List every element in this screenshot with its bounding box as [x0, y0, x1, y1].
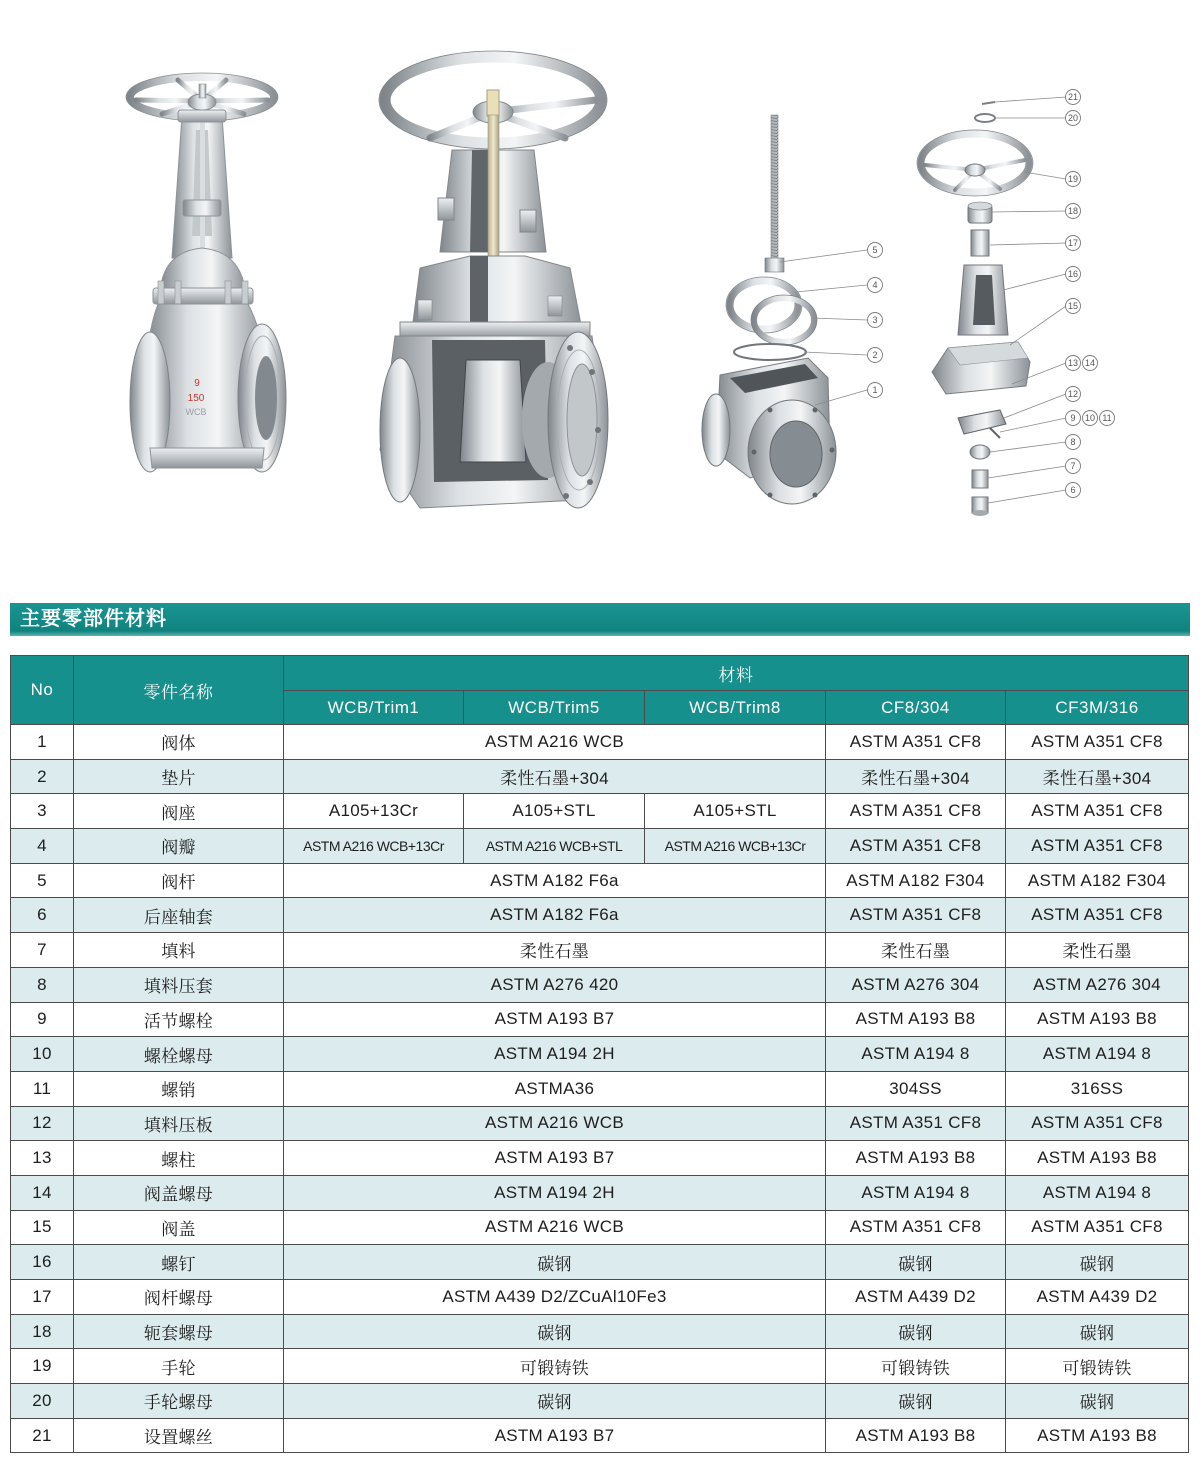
header-wcb-trim5: WCB/Trim5	[464, 691, 645, 725]
material-wcb: ASTM A193 B7	[284, 1002, 826, 1037]
svg-text:11: 11	[1102, 413, 1112, 423]
material-wcb: 可锻铸铁	[284, 1349, 826, 1384]
svg-text:5: 5	[872, 245, 878, 255]
svg-text:4: 4	[872, 280, 878, 290]
material-cf3m: ASTM A276 304	[1006, 967, 1189, 1002]
gate-valve-photo	[126, 73, 286, 472]
svg-text:16: 16	[1067, 269, 1079, 279]
valve-marking-class: 150	[187, 393, 205, 404]
valve-marking-size: 9	[194, 378, 200, 389]
table-row	[11, 1175, 1189, 1210]
row-no: 17	[11, 1280, 74, 1315]
callout-16	[1066, 267, 1081, 282]
part-name: 垫片	[74, 759, 284, 794]
row-no: 18	[11, 1314, 74, 1349]
section-title: 主要零部件材料	[20, 608, 167, 630]
material-wcb-trim1: A105+13Cr	[284, 794, 464, 829]
table-row	[11, 967, 1189, 1002]
header-wcb-trim8: WCB/Trim8	[645, 691, 826, 725]
header-wcb-trim1: WCB/Trim1	[284, 691, 464, 725]
material-cf8: ASTM A439 D2	[826, 1280, 1006, 1315]
table-row	[11, 829, 1189, 864]
section-title-bar	[10, 603, 1190, 636]
material-cf3m: ASTM A194 8	[1006, 1175, 1189, 1210]
callout-11	[1100, 411, 1115, 426]
row-no: 1	[11, 725, 74, 760]
row-no: 8	[11, 967, 74, 1002]
material-cf8: ASTM A194 8	[826, 1037, 1006, 1072]
svg-text:17: 17	[1067, 238, 1079, 248]
table-row	[11, 1002, 1189, 1037]
table-row	[11, 1141, 1189, 1176]
material-cf8: 304SS	[826, 1071, 1006, 1106]
part-name: 填料	[74, 933, 284, 968]
table-row	[11, 1314, 1189, 1349]
part-name: 手轮螺母	[74, 1384, 284, 1419]
callout-18	[1066, 204, 1081, 219]
material-cf8: 碳钢	[826, 1245, 1006, 1280]
svg-text:7: 7	[1070, 461, 1076, 471]
part-name: 后座轴套	[74, 898, 284, 933]
material-cf8: ASTM A351 CF8	[826, 829, 1006, 864]
material-cf3m: ASTM A439 D2	[1006, 1280, 1189, 1315]
material-wcb: ASTM A439 D2/ZCuAl10Fe3	[284, 1280, 826, 1315]
material-cf8: ASTM A193 B8	[826, 1002, 1006, 1037]
material-cf8: ASTM A182 F304	[826, 863, 1006, 898]
svg-text:19: 19	[1067, 174, 1079, 184]
row-no: 6	[11, 898, 74, 933]
table-row	[11, 1384, 1189, 1419]
material-wcb: ASTM A182 F6a	[284, 863, 826, 898]
material-cf3m: 碳钢	[1006, 1245, 1189, 1280]
material-cf8: ASTM A351 CF8	[826, 725, 1006, 760]
row-no: 5	[11, 863, 74, 898]
material-cf3m: ASTM A193 B8	[1006, 1141, 1189, 1176]
header-part-name: 零件名称	[74, 656, 284, 725]
material-wcb-trim5: A105+STL	[464, 794, 645, 829]
material-cf8: ASTM A276 304	[826, 967, 1006, 1002]
material-cf8: 可锻铸铁	[826, 1349, 1006, 1384]
header-cf3m-316: CF3M/316	[1006, 691, 1189, 725]
material-wcb: ASTM A194 2H	[284, 1037, 826, 1072]
material-wcb: 碳钢	[284, 1384, 826, 1419]
part-name: 螺钉	[74, 1245, 284, 1280]
material-wcb: 柔性石墨	[284, 933, 826, 968]
table-row	[11, 1280, 1189, 1315]
table-row	[11, 1071, 1189, 1106]
exploded-bonnet-parts	[917, 90, 1115, 517]
material-wcb-trim8: A105+STL	[645, 794, 826, 829]
material-wcb-trim8: ASTM A216 WCB+13Cr	[645, 829, 826, 864]
svg-text:3: 3	[872, 315, 878, 325]
row-no: 12	[11, 1106, 74, 1141]
material-cf3m: ASTM A351 CF8	[1006, 1210, 1189, 1245]
svg-text:14: 14	[1084, 358, 1096, 368]
row-no: 14	[11, 1175, 74, 1210]
materials-table	[10, 655, 1189, 1453]
table-row	[11, 1210, 1189, 1245]
part-name: 阀杆螺母	[74, 1280, 284, 1315]
callout-8	[1066, 435, 1081, 450]
callout-5	[868, 243, 883, 258]
svg-text:20: 20	[1067, 113, 1079, 123]
part-name: 螺柱	[74, 1141, 284, 1176]
material-cf8: 碳钢	[826, 1384, 1006, 1419]
part-name: 阀瓣	[74, 829, 284, 864]
table-row	[11, 1106, 1189, 1141]
material-cf8: ASTM A351 CF8	[826, 1210, 1006, 1245]
material-cf8: ASTM A351 CF8	[826, 1106, 1006, 1141]
row-no: 19	[11, 1349, 74, 1384]
row-no: 16	[11, 1245, 74, 1280]
row-no: 7	[11, 933, 74, 968]
material-wcb-trim5: ASTM A216 WCB+STL	[464, 829, 645, 864]
material-cf3m: 碳钢	[1006, 1314, 1189, 1349]
part-name: 填料压板	[74, 1106, 284, 1141]
svg-text:8: 8	[1070, 437, 1076, 447]
svg-text:18: 18	[1067, 206, 1079, 216]
callout-20	[1066, 111, 1081, 126]
material-cf8: ASTM A193 B8	[826, 1418, 1006, 1453]
svg-text:10: 10	[1084, 413, 1096, 423]
callout-10	[1083, 411, 1098, 426]
material-wcb: ASTM A276 420	[284, 967, 826, 1002]
part-name: 设置螺丝	[74, 1418, 284, 1453]
material-cf3m: ASTM A351 CF8	[1006, 829, 1189, 864]
material-cf8: ASTM A193 B8	[826, 1141, 1006, 1176]
part-name: 轭套螺母	[74, 1314, 284, 1349]
material-cf3m: ASTM A193 B8	[1006, 1002, 1189, 1037]
callout-4	[868, 278, 883, 293]
material-cf8: ASTM A194 8	[826, 1175, 1006, 1210]
part-name: 螺销	[74, 1071, 284, 1106]
cutaway-valve-photo	[379, 51, 608, 508]
material-wcb: ASTM A193 B7	[284, 1141, 826, 1176]
table-row	[11, 759, 1189, 794]
material-wcb: ASTM A216 WCB	[284, 1106, 826, 1141]
callout-15	[1066, 299, 1081, 314]
table-row	[11, 1037, 1189, 1072]
material-wcb: ASTM A182 F6a	[284, 898, 826, 933]
exploded-body-parts	[702, 115, 883, 504]
table-row	[11, 1349, 1189, 1384]
callout-13	[1066, 356, 1081, 371]
material-wcb-trim1: ASTM A216 WCB+13Cr	[284, 829, 464, 864]
callout-21	[1066, 90, 1081, 105]
header-material: 材料	[284, 656, 1189, 691]
material-cf8: 柔性石墨	[826, 933, 1006, 968]
row-no: 15	[11, 1210, 74, 1245]
material-cf8: ASTM A351 CF8	[826, 898, 1006, 933]
material-cf3m: 碳钢	[1006, 1384, 1189, 1419]
part-name: 阀盖	[74, 1210, 284, 1245]
header-no: No	[11, 656, 74, 725]
part-name: 手轮	[74, 1349, 284, 1384]
table-row	[11, 794, 1189, 829]
callout-2	[868, 348, 883, 363]
header-cf8-304: CF8/304	[826, 691, 1006, 725]
svg-text:12: 12	[1067, 389, 1079, 399]
part-name: 阀杆	[74, 863, 284, 898]
material-cf3m: 316SS	[1006, 1071, 1189, 1106]
part-name: 阀体	[74, 725, 284, 760]
table-row	[11, 933, 1189, 968]
row-no: 10	[11, 1037, 74, 1072]
table-row	[11, 725, 1189, 760]
table-row	[11, 1418, 1189, 1453]
product-illustrations	[0, 0, 1200, 540]
material-wcb: 碳钢	[284, 1314, 826, 1349]
callout-9	[1066, 411, 1081, 426]
callout-19	[1066, 172, 1081, 187]
svg-text:13: 13	[1067, 358, 1079, 368]
svg-text:9: 9	[1070, 413, 1076, 423]
part-name: 活节螺栓	[74, 1002, 284, 1037]
row-no: 21	[11, 1418, 74, 1453]
header-row	[11, 656, 1189, 691]
svg-text:6: 6	[1070, 485, 1076, 495]
table-row	[11, 1245, 1189, 1280]
material-cf3m: ASTM A182 F304	[1006, 863, 1189, 898]
callout-12	[1066, 387, 1081, 402]
material-cf8: 柔性石墨+304	[826, 759, 1006, 794]
table-row	[11, 898, 1189, 933]
table-row	[11, 863, 1189, 898]
callout-1	[868, 383, 883, 398]
material-wcb: 柔性石墨+304	[284, 759, 826, 794]
row-no: 9	[11, 1002, 74, 1037]
material-cf8: ASTM A351 CF8	[826, 794, 1006, 829]
material-cf3m: ASTM A351 CF8	[1006, 898, 1189, 933]
svg-text:21: 21	[1067, 92, 1079, 102]
material-wcb: ASTM A193 B7	[284, 1418, 826, 1453]
material-cf3m: ASTM A351 CF8	[1006, 794, 1189, 829]
material-cf8: 碳钢	[826, 1314, 1006, 1349]
row-no: 4	[11, 829, 74, 864]
callout-7	[1066, 459, 1081, 474]
svg-text:15: 15	[1067, 301, 1079, 311]
material-cf3m: 柔性石墨	[1006, 933, 1189, 968]
row-no: 3	[11, 794, 74, 829]
material-wcb: 碳钢	[284, 1245, 826, 1280]
valve-marking-material: WCB	[185, 407, 207, 417]
row-no: 11	[11, 1071, 74, 1106]
material-cf3m: ASTM A194 8	[1006, 1037, 1189, 1072]
part-name: 填料压套	[74, 967, 284, 1002]
material-cf3m: ASTM A193 B8	[1006, 1418, 1189, 1453]
material-cf3m: 柔性石墨+304	[1006, 759, 1189, 794]
callout-14	[1083, 356, 1098, 371]
material-wcb: ASTM A216 WCB	[284, 1210, 826, 1245]
row-no: 2	[11, 759, 74, 794]
part-name: 阀盖螺母	[74, 1175, 284, 1210]
svg-text:1: 1	[872, 385, 878, 395]
material-cf3m: 可锻铸铁	[1006, 1349, 1189, 1384]
material-cf3m: ASTM A351 CF8	[1006, 1106, 1189, 1141]
material-cf3m: ASTM A351 CF8	[1006, 725, 1189, 760]
material-wcb: ASTM A216 WCB	[284, 725, 826, 760]
material-wcb: ASTM A194 2H	[284, 1175, 826, 1210]
part-name: 阀座	[74, 794, 284, 829]
row-no: 20	[11, 1384, 74, 1419]
material-wcb: ASTMA36	[284, 1071, 826, 1106]
svg-text:2: 2	[872, 350, 878, 360]
callout-3	[868, 313, 883, 328]
callout-17	[1066, 236, 1081, 251]
row-no: 13	[11, 1141, 74, 1176]
part-name: 螺栓螺母	[74, 1037, 284, 1072]
callout-6	[1066, 483, 1081, 498]
